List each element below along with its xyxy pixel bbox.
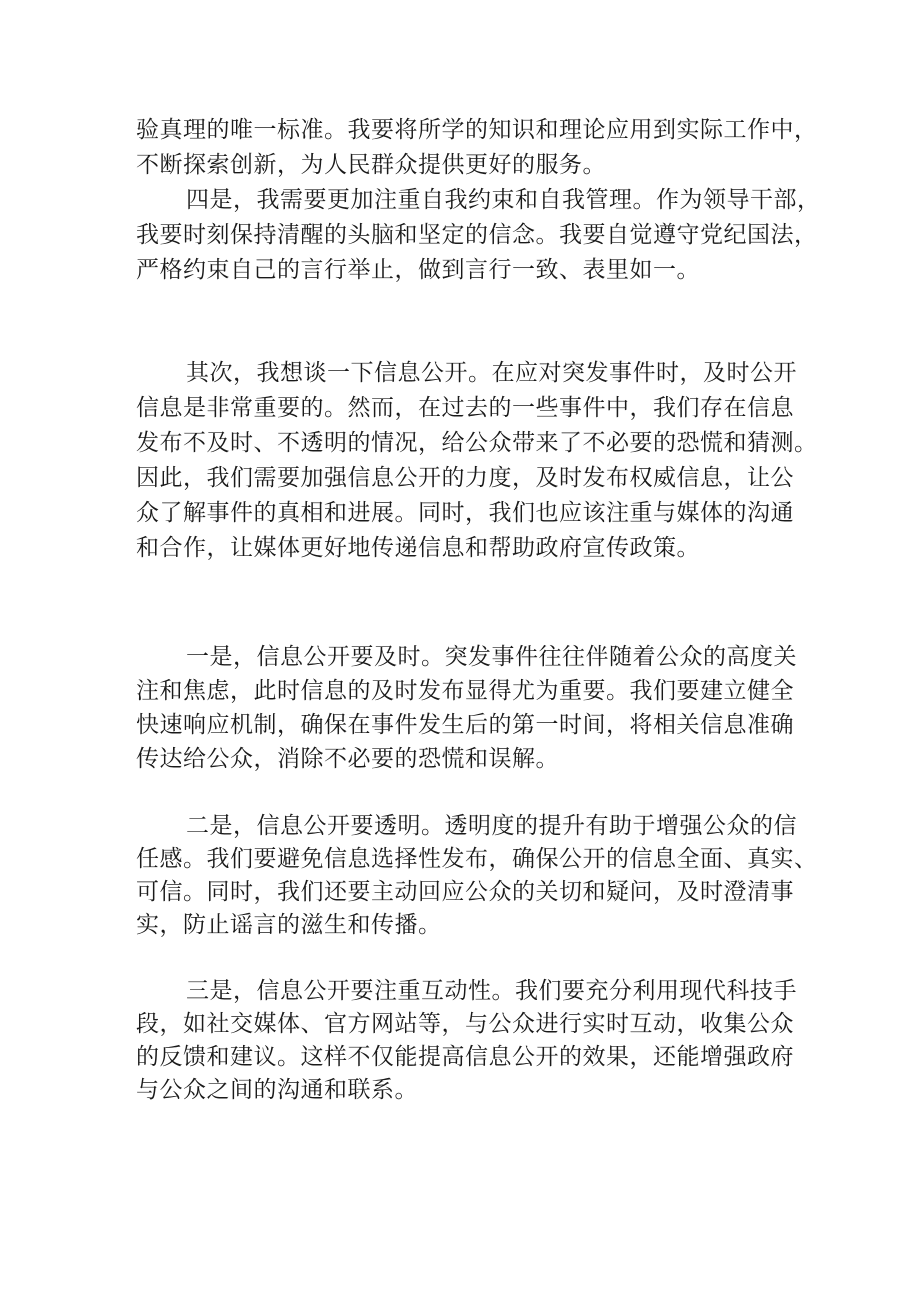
paragraph-continuation — [136, 113, 818, 183]
text-line: 三是，信息公开要注重互动性。我们要充分利用现代科技手 — [186, 978, 797, 1004]
text-line: 其次，我想谈一下信息公开。在应对突发事件时，及时公开 — [186, 360, 797, 386]
text-line: 和合作，让媒体更好地传递信息和帮助政府宣传政策。 — [136, 535, 700, 561]
text-line: 严格约束自己的言行举止，做到言行一致、表里如一。 — [136, 257, 700, 283]
text-line: 验真理的唯一标准。我要将所学的知识和理论应用到实际工作中， — [136, 117, 818, 143]
paragraph-interactive — [136, 975, 797, 1107]
text-line: 因此，我们需要加强信息公开的力度，及时发布权威信息，让公 — [136, 465, 794, 491]
paragraph-transparent — [136, 810, 818, 942]
text-line: 快速响应机制，确保在事件发生后的第一时间，将相关信息准确 — [136, 712, 794, 738]
text-line: 众了解事件的真相和进展。同时，我们也应该注重与媒体的沟通 — [136, 500, 794, 526]
text-line: 一是，信息公开要及时。突发事件往往伴随着公众的高度关 — [186, 644, 797, 670]
text-line: 传达给公众，消除不必要的恐慌和误解。 — [136, 746, 559, 772]
paragraph-information-disclosure — [136, 356, 818, 566]
text-line: 二是，信息公开要透明。透明度的提升有助于增强公众的信 — [186, 813, 797, 839]
text-line: 段，如社交媒体、官方网站等，与公众进行实时互动，收集公众 — [136, 1011, 794, 1037]
text-line: 实，防止谣言的滋生和传播。 — [136, 912, 442, 938]
text-line: 信息是非常重要的。然而，在过去的一些事件中，我们存在信息 — [136, 395, 794, 421]
paragraph-timely — [136, 640, 797, 776]
text-line: 注和焦虑，此时信息的及时发布显得尤为重要。我们要建立健全 — [136, 678, 794, 704]
text-line: 的反馈和建议。这样不仅能提高信息公开的效果，还能增强政府 — [136, 1044, 794, 1070]
text-line: 不断探索创新，为人民群众提供更好的服务。 — [136, 152, 606, 178]
text-line: 四是，我需要更加注重自我约束和自我管理。作为领导干部， — [186, 187, 821, 213]
text-line: 与公众之间的沟通和联系。 — [136, 1077, 418, 1103]
text-line: 可信。同时，我们还要主动回应公众的关切和疑问，及时澄清事 — [136, 879, 794, 905]
text-line: 我要时刻保持清醒的头脑和坚定的信念。我要自觉遵守党纪国法， — [136, 222, 818, 248]
paragraph-self-discipline — [136, 183, 821, 288]
text-line: 任感。我们要避免信息选择性发布，确保公开的信息全面、真实、 — [136, 846, 818, 872]
text-line: 发布不及时、不透明的情况，给公众带来了不必要的恐慌和猜测。 — [136, 430, 818, 456]
